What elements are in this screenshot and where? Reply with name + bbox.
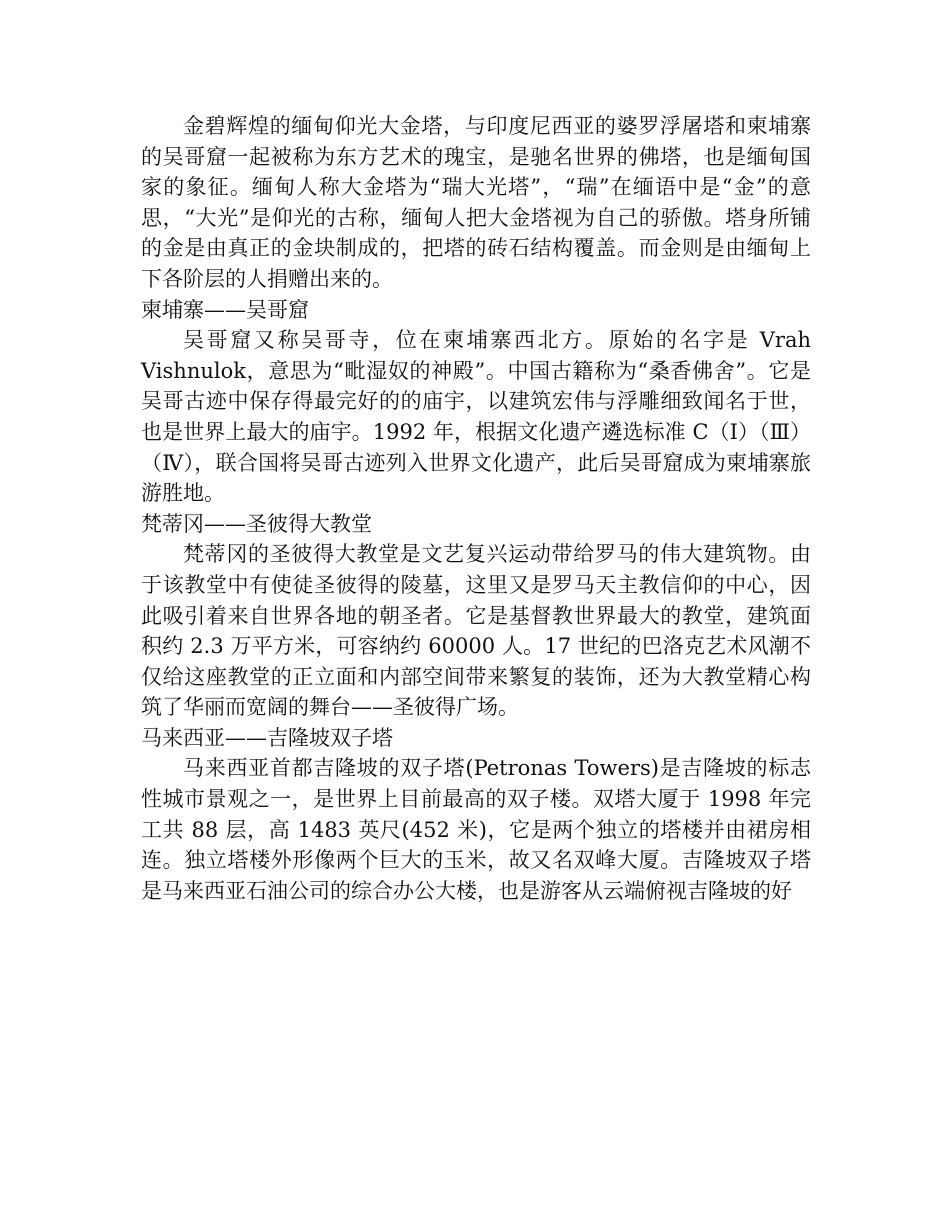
paragraph-st-peters: 梵蒂冈的圣彼得大教堂是文艺复兴运动带给罗马的伟大建筑物。由于该教堂中有使徒圣彼得的陵墓，这里又是罗马天主教信仰的中心，因此吸引着来自世界各地的朝圣者。它是基督教世界最大的教堂，建筑面积约 2.3 万平方米，可容纳约 60000 人。17 世纪的巴洛克艺术风潮不仅给这座教堂的正立面和内部空间带来繁复的装饰，还为大教堂精心构筑了华丽而宽阔的舞台——圣彼得广场。 (141, 542, 811, 720)
paragraph-petronas: 马来西亚首都吉隆坡的双子塔(Petronas Towers)是吉隆坡的标志性城市景观之一，是世界上目前最高的双子楼。双塔大厦于 1998 年完工共 88 层，高 1483 英尺(452 米)，它是两个独立的塔楼并由裙房相连。独立塔楼外形像两个巨大的玉米，故又名双峰大厦。吉隆坡双子塔是马来西亚石油公司的综合办公大楼，也是游客从云端俯视吉隆坡的好 (141, 756, 811, 903)
document-page (141, 111, 811, 906)
paragraph-shwedagon: 金碧辉煌的缅甸仰光大金塔，与印度尼西亚的婆罗浮屠塔和柬埔寨的吴哥窟一起被称为东方艺术的瑰宝，是驰名世界的佛塔，也是缅甸国家的象征。缅甸人称大金塔为“瑞大光塔”，“瑞”在缅语中是“金”的意思，“大光”是仰光的古称，缅甸人把大金塔视为自己的骄傲。塔身所铺的金是由真正的金块制成的，把塔的砖石结构覆盖。而金则是由缅甸上下各阶层的人捐赠出来的。 (141, 114, 811, 291)
paragraph-angkor-wat: 吴哥窟又称吴哥寺，位在柬埔寨西北方。原始的名字是 Vrah Vishnulok，意思为“毗湿奴的神殿”。中国古籍称为“桑香佛舍”。它是吴哥古迹中保存得最完好的的庙宇，以建筑宏伟与浮雕细致闻名于世，也是世界上最大的庙宇。1992 年，根据文化遗产遴选标准 C（Ⅰ）（Ⅲ）（Ⅳ），联合国将吴哥古迹列入世界文化遗产，此后吴哥窟成为柬埔寨旅游胜地。 (141, 328, 811, 506)
heading-angkor-wat: 柬埔寨——吴哥窟 (141, 297, 309, 322)
heading-st-peters: 梵蒂冈——圣彼得大教堂 (141, 511, 372, 536)
heading-petronas: 马来西亚——吉隆坡双子塔 (141, 725, 393, 750)
